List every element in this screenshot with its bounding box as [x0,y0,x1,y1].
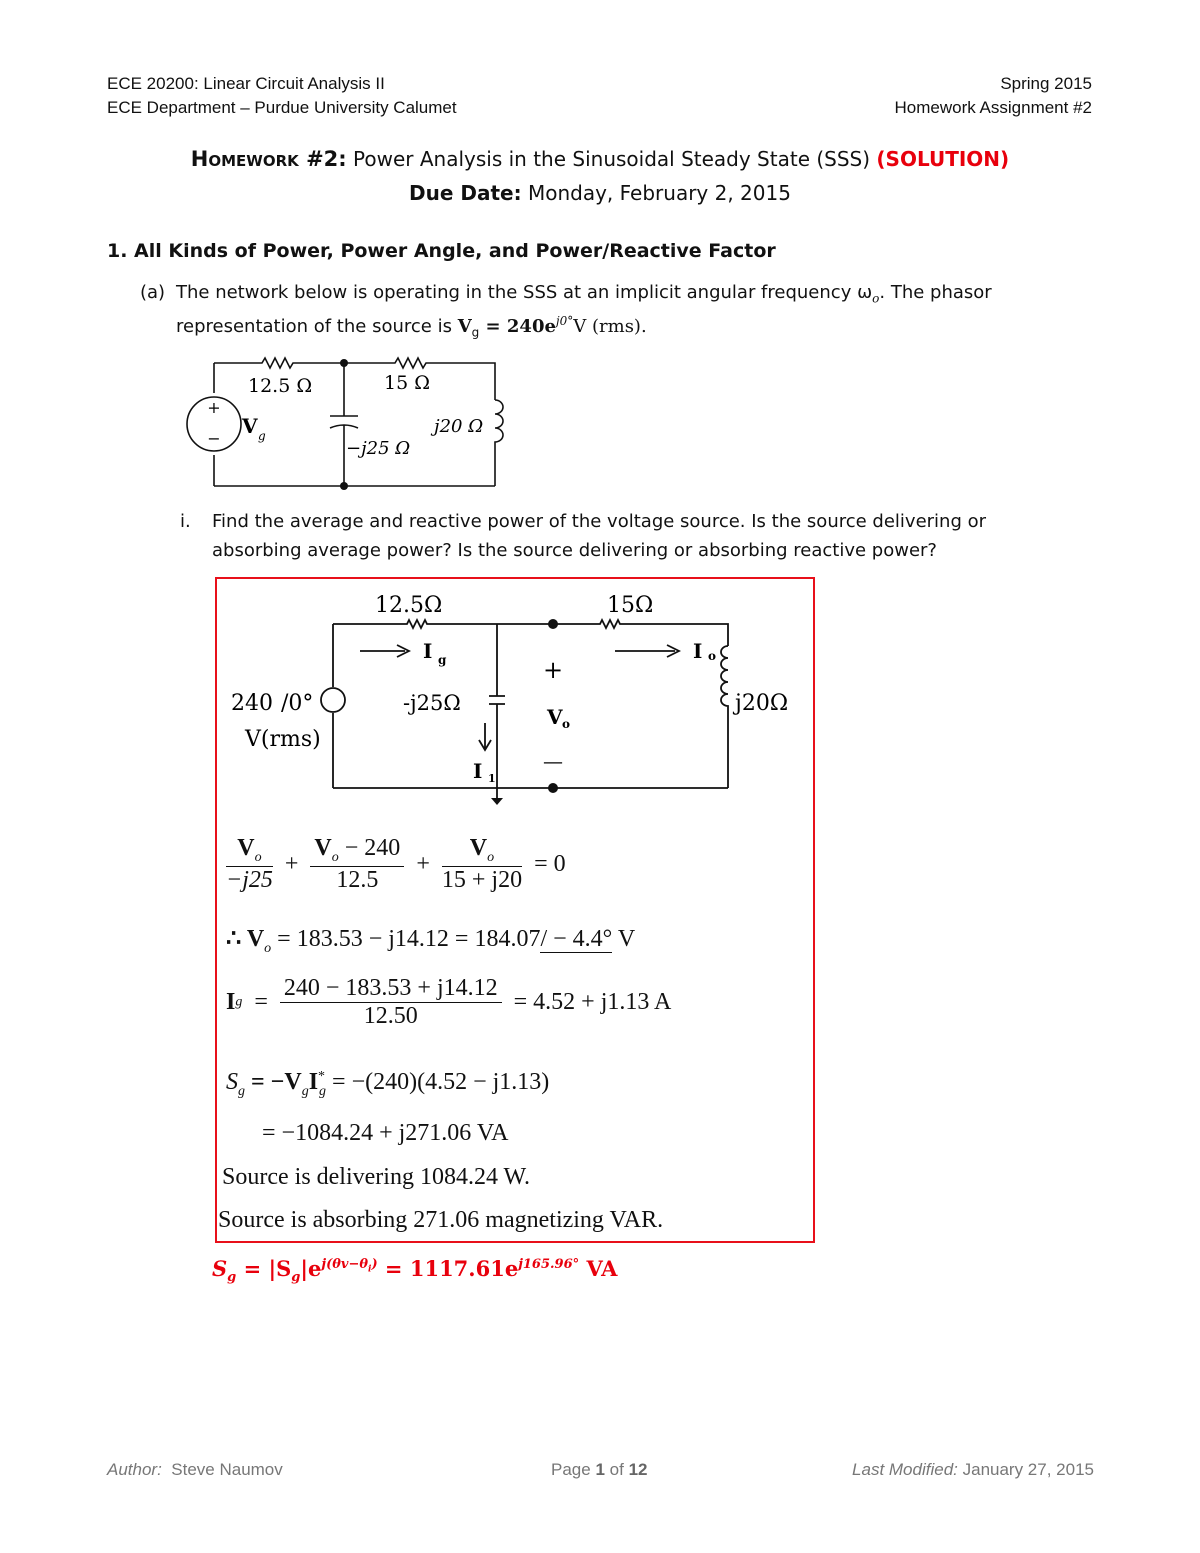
eq2-tail: = 183.53 − j14.12 = 184.07 [271,926,541,952]
ind-label: j20Ω [735,691,789,716]
header-right [895,72,1092,120]
final-rhs: = 1117.61e [377,1256,519,1281]
eq4-end: = −(240)(4.52 − j1.13) [326,1069,550,1095]
footer-author [107,1460,283,1480]
sub-o: o [487,849,495,865]
ig-label: I [423,639,433,663]
src-unit: V(rms) [245,727,321,752]
page-label: Page [551,1460,591,1479]
final-sub2: g [291,1270,301,1286]
final-s: S [212,1256,228,1281]
author-name: Steve Naumov [171,1460,283,1479]
part-a-line2-wrap [176,307,647,348]
r2-label: 15 Ω [384,372,430,394]
eq1-t2-den: 12.5 [336,866,379,893]
eq4-tail: = −V [245,1069,302,1095]
page-title [0,147,1200,171]
due-date [0,181,1200,205]
ig-sub: g [438,653,447,667]
eq4-sub2: g [301,1083,309,1099]
eq1-plus: + [416,850,430,877]
eq3-equals: = [254,989,268,1015]
statement-delivering: Source is delivering 1084.24 W. [222,1164,530,1190]
circuit-diagram-2 [225,588,810,813]
course-name: ECE 20200: Linear Circuit Analysis II [107,74,385,93]
title-topic: Power Analysis in the Sinusoidal Steady State (SSS) [353,147,871,171]
sub-o: o [264,940,272,956]
cap-label: -j25Ω [403,691,461,715]
i1-sub: 1 [488,772,496,785]
eq3-fraction [280,975,502,1030]
io-label: I [693,639,703,663]
vo-plus: + [542,656,564,684]
node-dot [548,783,558,793]
final-exp3: j165.96° [518,1257,580,1272]
final-mid: = |S [236,1256,292,1281]
title-solution: (SOLUTION) [876,147,1010,171]
term: Spring 2015 [1000,74,1092,93]
vo-label: V [547,705,563,729]
eq1-term3 [442,835,522,894]
node-dot [340,359,348,367]
eq2-angle: / − 4.4° [540,926,613,952]
voltage-source-icon [321,688,345,712]
eq1-t2-num: V [314,835,332,861]
eq4-mid: I [308,1069,319,1095]
due-value: Monday, February 2, 2015 [527,181,791,205]
eq1-plus: + [284,850,299,877]
sub-i-line1: Find the average and reactive power of the voltage source. Is the source delivering or [212,511,987,532]
eq1-t3-den: 15 + j20 [441,866,523,893]
final-sub: g [227,1270,237,1286]
omega-sub: o [872,291,880,306]
due-label: Due Date: [409,181,522,205]
sub-o: o [331,849,339,865]
final-result [212,1256,617,1285]
eq-vo [226,924,635,957]
sub-i-line2: absorbing average power? Is the source delivering or absorbing reactive power? [212,540,937,561]
problem-heading: 1. All Kinds of Power, Power Angle, and Power/Reactive Factor [107,240,776,262]
footer-modified [852,1460,1094,1480]
final-exp [321,1257,378,1275]
source-sub: g [471,325,480,340]
department-name: ECE Department – Purdue University Calumet [107,98,457,117]
eq3-num: 240 − 183.53 + j14.12 [280,975,502,1003]
final-unit: VA [579,1256,618,1281]
eq-nodal [226,835,566,894]
page-number: 1 [595,1460,605,1479]
eq3-rhs: = 4.52 + j1.13 A [513,989,672,1015]
final-exp2: ) [371,1257,378,1272]
eq4-star: * [318,1069,326,1084]
final-exp1: j(θv−θ [321,1257,369,1272]
source-minus: − [207,429,221,448]
eq-sg [226,1069,549,1100]
source-plus: + [207,398,221,417]
eq4-sub: g [238,1083,245,1099]
sub-o: o [254,849,262,865]
eq1-term2 [310,835,404,894]
src-angle: /0° [281,691,314,716]
r2-label: 15Ω [607,593,654,618]
eq2-unit: V [612,926,636,952]
eq1-rhs: = 0 [534,850,566,877]
node-dot [340,482,348,490]
page-total: 12 [628,1460,648,1479]
source-unit: V (rms). [573,316,647,337]
part-a-line1: The network below is operating in the SSS at an implicit angular frequency ω [176,282,873,303]
part-a-line2: representation of the source is [176,316,452,337]
title-lead: Homework #2: [190,147,347,171]
vo-minus: — [543,749,563,773]
assignment-name: Homework Assignment #2 [894,98,1092,117]
footer-page [551,1460,647,1480]
eq5: = −1084.24 + j271.06 VA [262,1120,509,1146]
src-value: 240 [231,691,273,716]
r1-label: 12.5 Ω [248,375,313,397]
author-label: Author: [107,1460,162,1479]
circuit-diagram-1 [180,350,520,495]
final-exp-sub: i [368,1264,372,1275]
header-left [107,72,457,120]
source-exp: j0° [555,314,574,328]
eq3-lhs: I [226,989,236,1015]
eq1-t3-num: V [469,835,488,861]
modified-label: Last Modified: [852,1460,958,1479]
eq4-s: S [226,1069,238,1095]
part-a-line1-end: . The phasor [879,282,992,303]
eq-ig [226,975,671,1030]
i1-label: I [473,759,483,783]
node-dot [548,619,558,629]
eq3-lhs-sub: g [235,994,243,1010]
eq1-t2-num-tail: − 240 [338,835,401,861]
eq1-term1 [226,835,273,894]
part-a-label: (a) [140,282,166,303]
eq3-den: 12.50 [363,1003,418,1029]
source-symbol: V [457,316,472,337]
vg-sub: g [258,429,266,443]
sub-i-label: i. [180,511,191,532]
eq2-lead: ∴ V [226,926,265,952]
eq1-t1-den: −j25 [226,866,273,893]
page-of: of [609,1460,624,1479]
ind-label: j20 Ω [434,416,484,437]
r1-label: 12.5Ω [375,593,443,618]
io-sub: o [708,649,717,663]
eq4-sub3: g [319,1083,327,1099]
eq1-t1-num: V [237,835,255,861]
vg-label: V [242,414,258,438]
cap-label: −j25 Ω [346,438,411,459]
vo-sub: o [562,717,571,731]
statement-absorbing: Source is absorbing 271.06 magnetizing VAR. [218,1207,664,1233]
ground-icon [491,798,503,805]
modified-date: January 27, 2015 [962,1460,1094,1479]
final-mid2: |e [300,1256,322,1281]
source-value: = 240e [479,316,556,337]
